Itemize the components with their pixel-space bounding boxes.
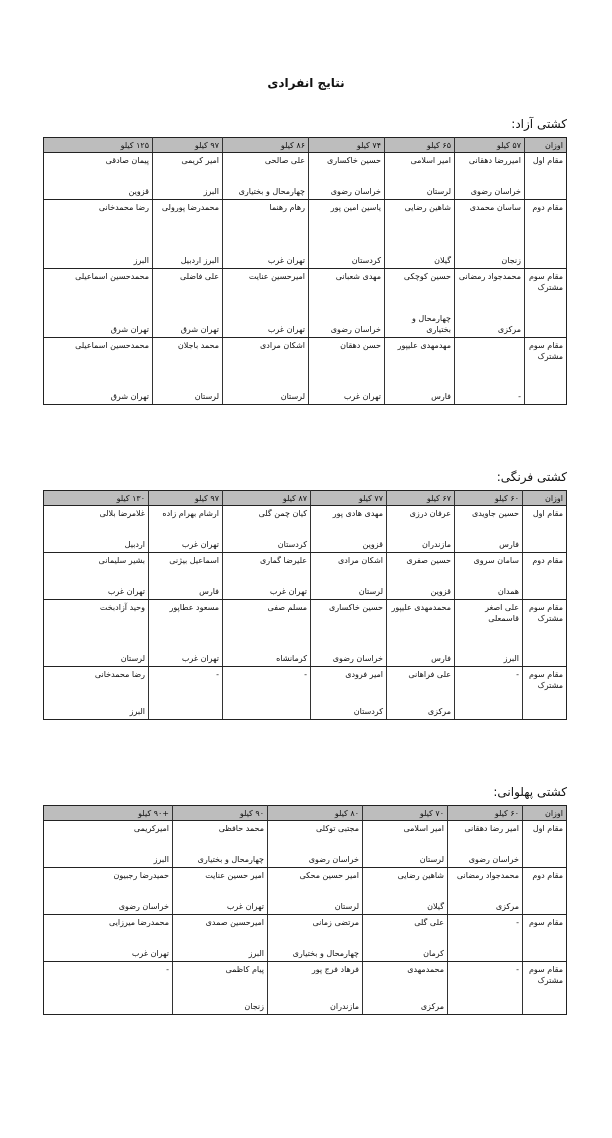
province-name: خراسان رضوی	[470, 187, 521, 196]
section-title: کشتی آزاد:	[511, 117, 567, 131]
table-row	[44, 915, 567, 962]
result-cell	[363, 915, 448, 962]
table-row	[44, 338, 567, 405]
rank-label: مقام سوم مشترک	[523, 667, 567, 720]
table-row	[44, 600, 567, 667]
result-cell	[44, 553, 149, 600]
result-cell	[311, 506, 387, 553]
wrestler-name: امیرحسین صمدی	[205, 918, 264, 927]
result-cell	[44, 506, 149, 553]
wrestler-name: فرهاد فرج پور	[311, 965, 359, 974]
greco-roman-section	[44, 470, 567, 720]
result-cell	[387, 506, 455, 553]
wrestler-name: محمدحسین اسماعیلی	[75, 272, 149, 281]
wrestler-name: محمدحسین اسماعیلی	[75, 341, 149, 350]
wrestler-name: مهدی هادی پور	[332, 509, 383, 518]
pahlavani-section	[44, 785, 567, 1015]
result-cell	[149, 600, 223, 667]
weight-class-header: ۹۷ کیلو	[153, 138, 223, 153]
result-cell	[311, 553, 387, 600]
province-name: تهران غرب	[267, 256, 305, 265]
result-cell	[309, 153, 385, 200]
wrestler-name: -	[516, 965, 519, 974]
wrestler-name: حسن دهقان	[340, 341, 381, 350]
wrestler-name: غلامرضا بلالی	[99, 509, 145, 518]
result-cell	[387, 600, 455, 667]
result-cell	[268, 821, 363, 868]
wrestler-name: شاهین رضایی	[404, 203, 451, 212]
wrestler-name: حسین صفری	[406, 556, 451, 565]
result-cell	[363, 821, 448, 868]
wrestler-name: ارشام بهرام زاده	[162, 509, 219, 518]
province-name: تهران غرب	[226, 902, 264, 911]
province-name: کردستان	[351, 256, 381, 265]
wrestler-name: علی فراهانی	[408, 670, 451, 679]
header-row	[44, 806, 567, 821]
table-row	[44, 200, 567, 269]
result-cell	[44, 868, 173, 915]
province-name: تهران شرق	[110, 325, 149, 334]
province-name: کرمان	[423, 949, 444, 958]
table-row	[44, 821, 567, 868]
wrestler-name: مجتبی توکلی	[316, 824, 359, 833]
result-cell	[149, 506, 223, 553]
province-name: تهران شرق	[110, 392, 149, 401]
results-table	[43, 805, 567, 1015]
result-cell	[223, 553, 311, 600]
rank-label: مقام سوم مشترک	[523, 962, 567, 1015]
wrestler-name: علی فاضلی	[179, 272, 219, 281]
province-name: تهران شرق	[180, 325, 219, 334]
province-name: -	[518, 392, 521, 401]
province-name: فارس	[431, 654, 451, 663]
province-name: لرستان	[426, 187, 451, 196]
header-row	[44, 491, 567, 506]
section-title: کشتی پهلوانی:	[493, 785, 567, 799]
freestyle-section	[44, 117, 567, 405]
result-cell	[309, 269, 385, 338]
province-name: گیلان	[434, 256, 451, 265]
province-name: خراسان رضوی	[308, 855, 359, 864]
rank-label: مقام اول	[525, 153, 567, 200]
wrestler-name: علی اصغر قاسمعلی	[485, 603, 519, 623]
province-name: البرز	[153, 855, 169, 864]
wrestler-name: محمدرضا میرزایی	[108, 918, 169, 927]
result-cell	[44, 962, 173, 1015]
wrestler-name: مهدمهدی علیپور	[397, 341, 451, 350]
province-name: تهران غرب	[131, 949, 169, 958]
rank-label: مقام سوم مشترک	[525, 269, 567, 338]
result-cell	[455, 667, 523, 720]
province-name: قزوین	[362, 540, 383, 549]
results-table	[43, 490, 567, 720]
result-cell	[44, 600, 149, 667]
result-cell	[149, 667, 223, 720]
wrestler-name: کیان چمن گلی	[258, 509, 307, 518]
table-row	[44, 269, 567, 338]
wrestler-name: وحید آزادبخت	[99, 603, 145, 612]
rank-label: مقام سوم مشترک	[525, 338, 567, 405]
result-cell	[153, 338, 223, 405]
province-name: گیلان	[427, 902, 444, 911]
wrestler-name: مهدی شعبانی	[335, 272, 381, 281]
result-cell	[153, 153, 223, 200]
result-cell	[268, 915, 363, 962]
table-row	[44, 153, 567, 200]
weight-class-header: ۷۰ کیلو	[363, 806, 448, 821]
province-name: تهران غرب	[343, 392, 381, 401]
result-cell	[268, 868, 363, 915]
province-name: قزوین	[128, 187, 149, 196]
province-name: تهران غرب	[269, 587, 307, 596]
weight-class-header: ۵۷ کیلو	[455, 138, 525, 153]
weight-class-header: ۱۲۵ کیلو	[44, 138, 153, 153]
province-name: خراسان رضوی	[468, 855, 519, 864]
result-cell	[311, 667, 387, 720]
wrestler-name: یاسین امین پور	[330, 203, 381, 212]
province-name: البرز اردبیل	[180, 256, 219, 265]
result-cell	[448, 915, 523, 962]
result-cell	[455, 600, 523, 667]
weight-class-header: ۸۷ کیلو	[223, 491, 311, 506]
table-row	[44, 506, 567, 553]
result-cell	[363, 868, 448, 915]
result-cell	[385, 338, 455, 405]
wrestler-name: مسعود عطاپور	[169, 603, 219, 612]
result-cell	[387, 667, 455, 720]
wrestler-name: علی صالحی	[264, 156, 305, 165]
weight-class-header: ۹۷ کیلو	[149, 491, 223, 506]
result-cell	[455, 338, 525, 405]
wrestler-name: عرفان درزی	[409, 509, 451, 518]
results-table	[43, 137, 567, 405]
result-cell	[223, 269, 309, 338]
province-name: لرستان	[280, 392, 305, 401]
province-name: فارس	[431, 392, 451, 401]
province-name: خراسان رضوی	[330, 325, 381, 334]
wrestler-name: محمد حافظی	[218, 824, 264, 833]
weight-class-header: ۶۰ کیلو	[448, 806, 523, 821]
wrestler-name: رضا محمدخانی	[94, 670, 145, 679]
result-cell	[44, 821, 173, 868]
province-name: فارس	[199, 587, 219, 596]
result-cell	[223, 200, 309, 269]
result-cell	[385, 269, 455, 338]
weight-class-header: ۶۵ کیلو	[385, 138, 455, 153]
weight-class-header: ۸۰ کیلو	[268, 806, 363, 821]
wrestler-name: رضا محمدخانی	[98, 203, 149, 212]
result-cell	[223, 338, 309, 405]
province-name: مرکزی	[420, 1002, 444, 1011]
province-name: البرز	[129, 707, 145, 716]
result-cell	[223, 600, 311, 667]
result-cell	[223, 153, 309, 200]
province-name: فارس	[499, 540, 519, 549]
wrestler-name: -	[304, 670, 307, 679]
weights-header: اوزان	[523, 806, 567, 821]
rank-label: مقام دوم	[523, 868, 567, 915]
wrestler-name: پیام کاظمی	[225, 965, 264, 974]
result-cell	[311, 600, 387, 667]
wrestler-name: محمدجواد رمضانی	[458, 272, 521, 281]
wrestler-name: امیرحسین عنایت	[248, 272, 305, 281]
wrestler-name: محمدمهدی	[407, 965, 444, 974]
wrestler-name: محمدجواد رمضانی	[456, 871, 519, 880]
province-name: لرستان	[194, 392, 219, 401]
rank-label: مقام سوم مشترک	[523, 600, 567, 667]
rank-label: مقام سوم	[523, 915, 567, 962]
weight-class-header: ۸۶ کیلو	[223, 138, 309, 153]
result-cell	[385, 153, 455, 200]
result-cell	[363, 962, 448, 1015]
rank-label: مقام اول	[523, 821, 567, 868]
province-name: زنجان	[501, 256, 521, 265]
result-cell	[455, 553, 523, 600]
wrestler-name: رهام رهنما	[269, 203, 305, 212]
wrestler-name: -	[166, 965, 169, 974]
province-name: تهران غرب	[107, 587, 145, 596]
wrestler-name: حسین کوچکی	[403, 272, 451, 281]
table-row	[44, 868, 567, 915]
weights-header: اوزان	[523, 491, 567, 506]
province-name: لرستان	[334, 902, 359, 911]
result-cell	[455, 269, 525, 338]
wrestler-name: حسین جاویدی	[471, 509, 519, 518]
result-cell	[309, 200, 385, 269]
result-cell	[455, 200, 525, 269]
province-name: چهارمحال و بختیاری	[197, 855, 264, 864]
weight-class-header: ۶۰ کیلو	[455, 491, 523, 506]
province-name: خراسان رضوی	[118, 902, 169, 911]
province-name: خراسان رضوی	[332, 654, 383, 663]
province-name: کرمانشاه	[276, 654, 307, 663]
wrestler-name: امیر اسلامی	[403, 824, 444, 833]
wrestler-name: ساسان محمدی	[469, 203, 521, 212]
province-name: مازندران	[330, 1002, 359, 1011]
weight-class-header: ۷۴ کیلو	[309, 138, 385, 153]
result-cell	[385, 200, 455, 269]
weight-class-header: ۷۷ کیلو	[311, 491, 387, 506]
result-cell	[455, 153, 525, 200]
weight-class-header: +۹۰ کیلو	[44, 806, 173, 821]
wrestler-name: شاهین رضایی	[397, 871, 444, 880]
wrestler-name: امیر رضا دهقانی	[464, 824, 519, 833]
result-cell	[448, 821, 523, 868]
result-cell	[455, 506, 523, 553]
result-cell	[223, 506, 311, 553]
result-cell	[153, 269, 223, 338]
wrestler-name: اشکان مرادی	[260, 341, 305, 350]
wrestler-name: بشیر سلیمانی	[98, 556, 145, 565]
province-name: مرکزی	[497, 325, 521, 334]
result-cell	[448, 868, 523, 915]
province-name: چهارمحال و بختیاری	[292, 949, 359, 958]
result-cell	[44, 667, 149, 720]
result-cell	[173, 868, 268, 915]
result-cell	[223, 667, 311, 720]
province-name: قزوین	[430, 587, 451, 596]
province-name: البرز	[203, 187, 219, 196]
province-name: تهران غرب	[267, 325, 305, 334]
wrestler-name: اسماعیل بیژنی	[169, 556, 219, 565]
result-cell	[44, 269, 153, 338]
result-cell	[173, 962, 268, 1015]
weight-class-header: ۹۰ کیلو	[173, 806, 268, 821]
province-name: زنجان	[244, 1002, 264, 1011]
wrestler-name: -	[216, 670, 219, 679]
province-name: خراسان رضوی	[330, 187, 381, 196]
province-name: البرز	[248, 949, 264, 958]
result-cell	[173, 821, 268, 868]
table-row	[44, 553, 567, 600]
wrestler-name: -	[516, 670, 519, 679]
header-row	[44, 138, 567, 153]
province-name: البرز	[503, 654, 519, 663]
province-name: کردستان	[353, 707, 383, 716]
wrestler-name: محمد باجلان	[177, 341, 219, 350]
page-title: نتایج انفرادی	[267, 76, 345, 90]
wrestler-name: امیر فرودی	[345, 670, 383, 679]
wrestler-name: -	[516, 918, 519, 927]
result-cell	[44, 153, 153, 200]
wrestler-name: حمیدرضا رجبیون	[113, 871, 169, 880]
result-cell	[387, 553, 455, 600]
wrestler-name: پیمان صادقی	[105, 156, 149, 165]
wrestler-name: مسلم صفی	[267, 603, 307, 612]
rank-label: مقام دوم	[523, 553, 567, 600]
province-name: چهارمحال و بختیاری	[411, 314, 451, 334]
result-cell	[268, 962, 363, 1015]
province-name: البرز	[133, 256, 149, 265]
province-name: چهارمحال و بختیاری	[238, 187, 305, 196]
province-name: همدان	[497, 587, 519, 596]
result-cell	[149, 553, 223, 600]
province-name: تهران غرب	[181, 654, 219, 663]
result-cell	[153, 200, 223, 269]
weight-class-header: ۶۷ کیلو	[387, 491, 455, 506]
result-cell	[44, 200, 153, 269]
wrestler-name: علیرضا گماری	[259, 556, 307, 565]
wrestler-name: مرتضی زمانی	[312, 918, 359, 927]
province-name: لرستان	[419, 855, 444, 864]
weights-header: اوزان	[525, 138, 567, 153]
province-name: مرکزی	[427, 707, 451, 716]
wrestler-name: امیر حسین عنایت	[205, 871, 264, 880]
wrestler-name: حسین خاکساری	[328, 603, 383, 612]
wrestler-name: امیر حسین محکی	[299, 871, 359, 880]
result-cell	[44, 338, 153, 405]
result-cell	[309, 338, 385, 405]
result-cell	[44, 915, 173, 962]
wrestler-name: علی گلی	[414, 918, 444, 927]
province-name: کردستان	[277, 540, 307, 549]
province-name: مرکزی	[495, 902, 519, 911]
wrestler-name: محمدمهدی علیپور	[391, 603, 451, 612]
wrestler-name: حسین خاکساری	[326, 156, 381, 165]
wrestler-name: امیر اسلامی	[410, 156, 451, 165]
province-name: تهران غرب	[181, 540, 219, 549]
province-name: مازندران	[422, 540, 451, 549]
section-title: کشتی فرنگی:	[496, 470, 567, 484]
wrestler-name: محمدرضا پورولی	[161, 203, 219, 212]
wrestler-name: اشکان مرادی	[338, 556, 383, 565]
wrestler-name: امیرکریمی	[133, 824, 169, 833]
wrestler-name: امیر کریمی	[181, 156, 219, 165]
wrestler-name: امیررضا دهقانی	[468, 156, 521, 165]
rank-label: مقام اول	[523, 506, 567, 553]
result-cell	[173, 915, 268, 962]
table-row	[44, 667, 567, 720]
result-cell	[448, 962, 523, 1015]
rank-label: مقام دوم	[525, 200, 567, 269]
province-name: اردبیل	[124, 540, 145, 549]
wrestler-name: سامان سروی	[473, 556, 519, 565]
weight-class-header: ۱۳۰ کیلو	[44, 491, 149, 506]
province-name: لرستان	[358, 587, 383, 596]
province-name: لرستان	[120, 654, 145, 663]
table-row	[44, 962, 567, 1015]
